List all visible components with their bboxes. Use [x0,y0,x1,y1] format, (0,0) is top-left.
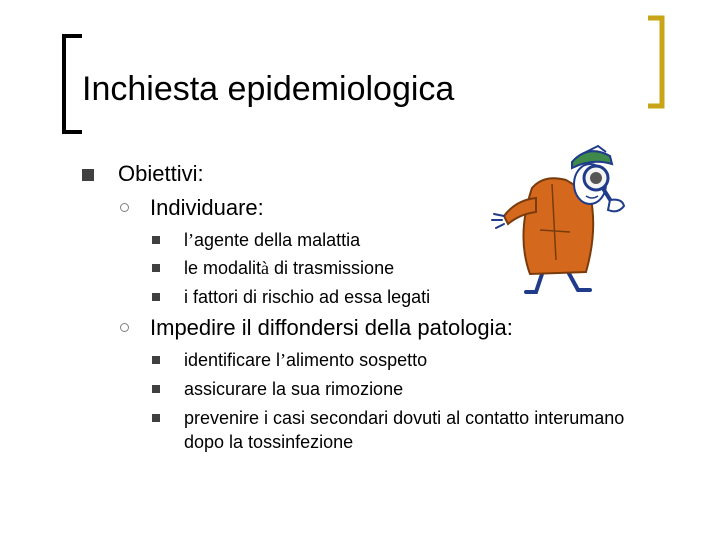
group-label: Impedire il diffondersi della patologia: [150,315,513,340]
list-item: i fattori di rischio ad essa legati [184,287,431,307]
bullet-square-small [152,264,160,272]
list-item: le modalità di trasmissione [184,258,395,278]
bullet-circle [120,323,129,332]
bullet-square-small [152,414,160,422]
list-item: assicurare la sua rimozione [184,379,404,399]
bullet-square-small [152,293,160,301]
objectives-label: Obiettivi: [118,161,204,186]
list-item: l’agente della malattia [184,230,361,250]
list-item: identificare l’alimento sospetto [184,350,428,370]
bullet-square-small [152,356,160,364]
detective-icon [486,140,636,305]
slide-title: Inchiesta epidemiologica [82,70,455,108]
list-item: prevenire i casi secondari dovuti al contatto interumano [184,408,625,428]
bullet-square-small [152,236,160,244]
bullet-square-small [152,385,160,393]
group-label: Individuare: [150,195,264,220]
bullet-circle [120,203,129,212]
right-bracket [646,14,670,110]
list-item-continuation: dopo la tossinfezione [184,432,354,452]
bullet-square [82,169,94,181]
